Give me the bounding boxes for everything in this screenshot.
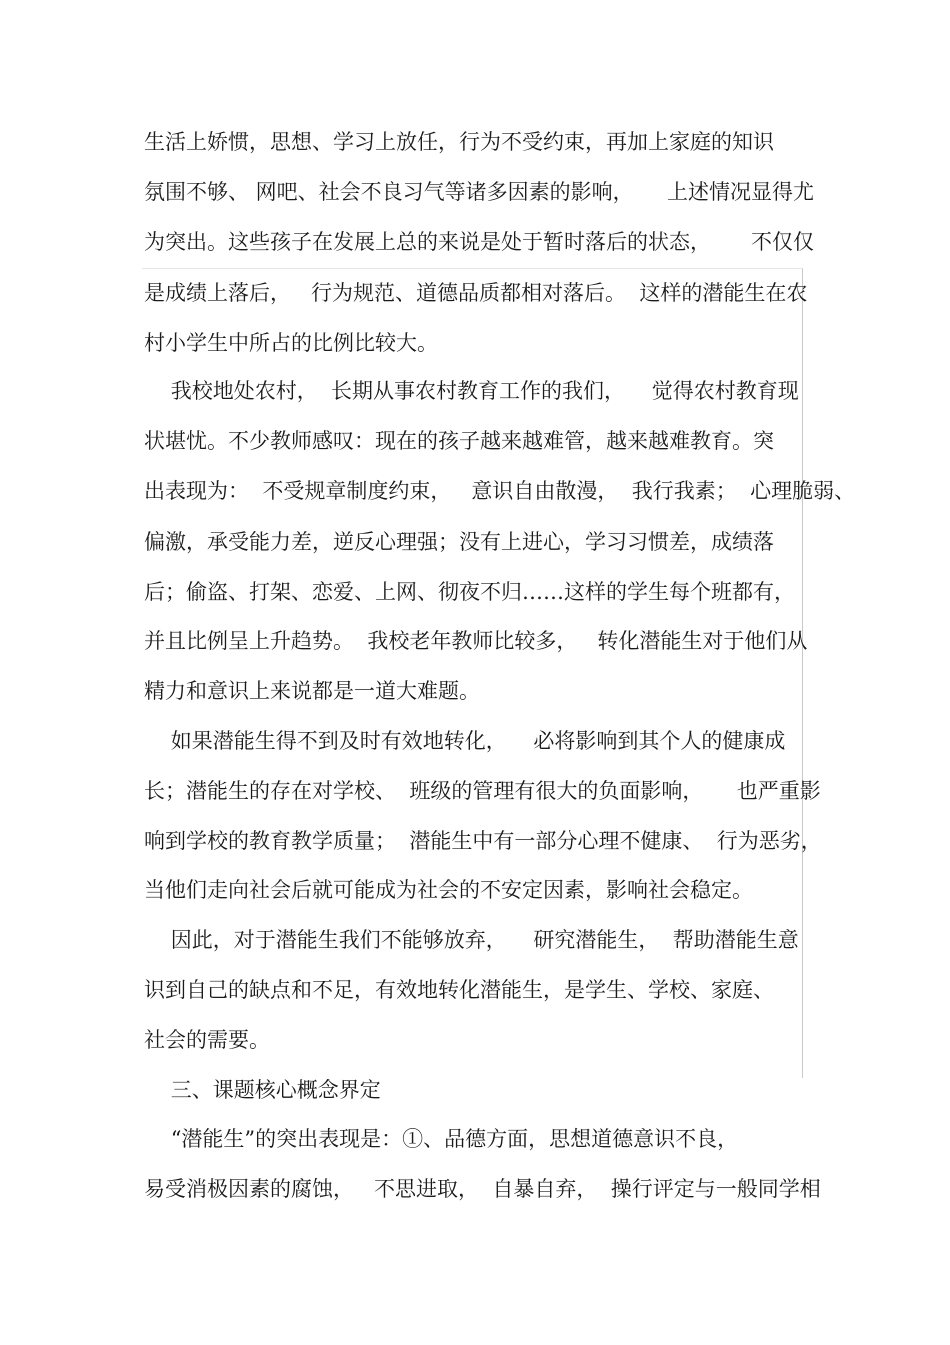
paragraph-line: 响到学校的教育教学质量； 潜能生中有一部分心理不健康、 行为恶劣，	[144, 829, 822, 853]
paragraph-line: 社会的需要。	[144, 1028, 270, 1052]
paragraph-line: 是成绩上落后， 行为规范、道德品质都相对落后。 这样的潜能生在农	[144, 281, 808, 305]
paragraph-line: “潜能生”的突出表现是：①、品德方面，思想道德意识不良，	[144, 1127, 739, 1151]
paragraph-line: 长；潜能生的存在对学校、 班级的管理有很大的负面影响， 也严重影	[144, 779, 821, 803]
paragraph-line: 当他们走向社会后就可能成为社会的不安定因素，影响社会稳定。	[144, 878, 753, 902]
paragraph-line: 为突出。这些孩子在发展上总的来说是处于暂时落后的状态， 不仅仅	[144, 230, 815, 254]
paragraph-line: 识到自己的缺点和不足，有效地转化潜能生，是学生、学校、家庭、	[144, 978, 774, 1002]
section-heading: 三、课题核心概念界定	[144, 1078, 381, 1102]
paragraph-line: 如果潜能生得不到及时有效地转化， 必将影响到其个人的健康成	[144, 729, 786, 753]
paragraph-line: 后；偷盗、打架、恋爱、上网、彻夜不归……这样的学生每个班都有，	[144, 580, 795, 604]
paragraph-line: 出表现为： 不受规章制度约束， 意识自由散漫， 我行我素； 心理脆弱、	[144, 479, 856, 503]
paragraph-line: 生活上娇惯，思想、学习上放任，行为不受约束，再加上家庭的知识	[144, 130, 774, 154]
paragraph-line: 易受消极因素的腐蚀， 不思进取， 自暴自弃， 操行评定与一般同学相	[144, 1177, 821, 1201]
paragraph-line: 并且比例呈上升趋势。 我校老年教师比较多， 转化潜能生对于他们从	[144, 629, 808, 653]
paragraph-line: 偏激，承受能力差，逆反心理强；没有上进心，学习习惯差，成绩落	[144, 530, 774, 554]
paragraph-line: 状堪忧。不少教师感叹：现在的孩子越来越难管，越来越难教育。突	[144, 429, 774, 453]
paragraph-line: 我校地处农村， 长期从事农村教育工作的我们， 觉得农村教育现	[144, 379, 799, 403]
paragraph-line: 村小学生中所占的比例比较大。	[144, 331, 438, 355]
paragraph-line: 氛围不够、 网吧、社会不良习气等诸多因素的影响， 上述情况显得尤	[144, 180, 815, 204]
paragraph-line: 精力和意识上来说都是一道大难题。	[144, 679, 480, 703]
paragraph-line: 因此，对于潜能生我们不能够放弃， 研究潜能生， 帮助潜能生意	[144, 928, 799, 952]
